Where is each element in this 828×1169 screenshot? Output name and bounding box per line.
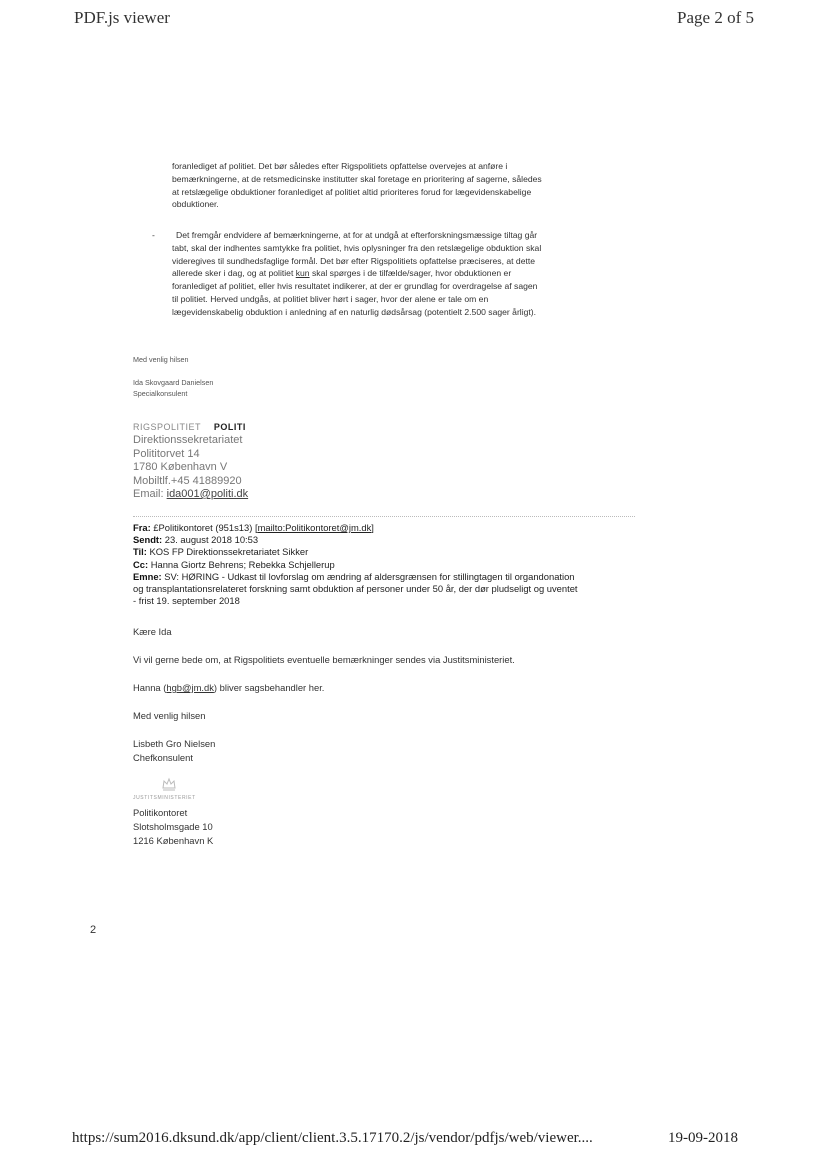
addr-line: 1216 København K	[133, 835, 214, 846]
email-cc: Cc: Hanna Giortz Behrens; Rebekka Schjellerup	[133, 558, 335, 570]
sig-city: 1780 København V	[133, 461, 228, 473]
sig-department: Direktionssekretariatet	[133, 434, 243, 446]
page-number: 2	[90, 924, 97, 936]
text-line: tabt, skal der indhentes samtykke fra politiet, hvis oplysninger fra den retslægelige obduktion skal	[172, 242, 542, 253]
bullet-paragraph	[172, 229, 642, 319]
closing-greeting: Med venlig hilsen	[133, 355, 189, 364]
email-greeting: Kære Ida	[133, 626, 172, 637]
footer-date: 19-09-2018	[668, 1130, 738, 1146]
rigspolitiet-logo: RIGSPOLITIET POLITI	[133, 422, 246, 432]
email-to: Til: KOS FP Direktionssekretariatet Sikker	[133, 546, 309, 558]
text-line: til politiet. Herved undgås, at politiet bliver hørt i sager, hvor der alene er tale om en	[172, 293, 489, 304]
email-from: Fra: £Politikontoret (951s13) [mailto:Politikontoret@jm.dk]	[133, 522, 374, 533]
text-line: Det fremgår endvidere af bemærkningerne, at for at undgå at efterforskningsmæssige tiltag går	[176, 230, 538, 240]
bullet-marker: -	[152, 230, 155, 240]
signer-name: Lisbeth Gro Nielsen	[133, 738, 216, 749]
email-subject-cont: - frist 19. september 2018	[133, 595, 240, 607]
sender-name: Ida Skovgaard Danielsen	[133, 378, 214, 387]
hanna-email-link[interactable]: hgb@jm.dk	[166, 682, 214, 693]
email-sent: Sendt: 23. august 2018 10:53	[133, 534, 259, 546]
email-subject-cont: og transplantationsrelateret forskning samt obduktion af personer under 50 år, der dør pludseligt og uventet	[133, 583, 578, 595]
text-line: lægevidenskabelig obduktion i anledning af en naturlig dødsårsag (potentielt 2.500 sager årligt).	[172, 306, 537, 317]
viewer-title: PDF.js viewer	[74, 8, 170, 27]
email-body-line: Vi vil gerne bede om, at Rigspolitiets eventuelle bemærkninger sendes via Justitsministeriet.	[133, 654, 515, 665]
email-body-line: Hanna (hgb@jm.dk) bliver sagsbehandler her.	[133, 682, 325, 693]
text-line: obduktioner.	[172, 199, 219, 210]
text-line: at retslægelige obduktioner foranlediget af politiet altid prioriteres forud for lægevidenskabelige	[172, 186, 532, 197]
email-header	[133, 522, 643, 607]
footer-url: https://sum2016.dksund.dk/app/client/client.3.5.17170.2/js/vendor/pdfjs/web/viewer....	[72, 1130, 593, 1146]
signer-title: Chefkonsulent	[133, 752, 193, 763]
sender-title: Specialkonsulent	[133, 389, 188, 398]
text-line: foranlediget af politiet. Det bør således efter Rigspolitiets opfattelse overvejes at anføre i	[172, 161, 508, 171]
emphasis-kun: kun	[295, 268, 310, 279]
sig-street: Polititorvet 14	[133, 447, 200, 460]
addr-line: Politikontoret	[133, 807, 188, 818]
email-subject: Emne: SV: HØRING - Udkast til lovforslag om ændring af aldersgrænsen for stillingtagen til organdonation	[133, 570, 575, 582]
addr-line: Slotsholmsgade 10	[133, 821, 213, 832]
sig-email-link[interactable]: ida001@politi.dk	[166, 488, 249, 500]
email-closing: Med venlig hilsen	[133, 710, 206, 721]
signature-block	[133, 434, 248, 502]
crown-icon	[161, 776, 177, 797]
paragraph-continued	[172, 160, 642, 211]
mailto-link[interactable]: mailto:Politikontoret@jm.dk	[257, 522, 372, 533]
sig-email-line: Email: ida001@politi.dk	[133, 488, 249, 500]
separator-line	[133, 516, 635, 517]
page-indicator: Page 2 of 5	[677, 8, 754, 27]
text-line: bemærkningerne, at de retsmedicinske institutter skal foretage en prioritering af sagerne, således	[172, 173, 542, 184]
ministry-address	[133, 806, 213, 848]
ministry-logo: JUSTITSMINISTERIET	[133, 795, 196, 801]
text-line: foranlediget af politiet, eller hvis resultatet indikerer, at der er grundlag for overdragelse af sagen	[172, 281, 538, 292]
text-line: allerede sker i dag, og at politiet kun skal spørges i de tilfælde/sager, hvor obduktionen er	[172, 268, 512, 279]
sig-mobile: Mobiltlf.+45 41889920	[133, 474, 242, 487]
text-line: videregives til sundhedsfaglige formål. Det bør efter Rigspolitiets opfattelse præciseres, at dette	[172, 255, 536, 266]
